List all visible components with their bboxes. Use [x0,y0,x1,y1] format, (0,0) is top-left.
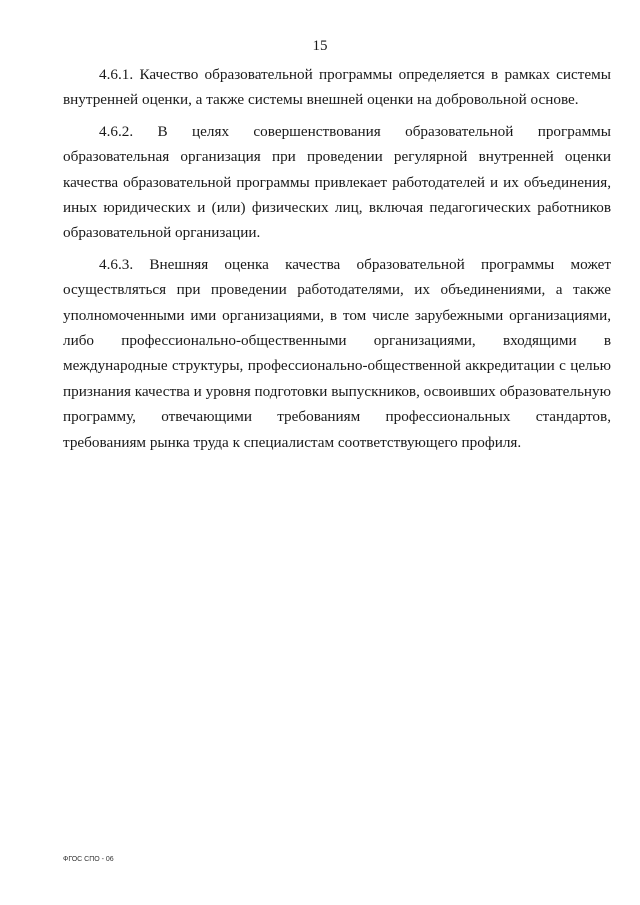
paragraph-4-6-3: 4.6.3. Внешняя оценка качества образовательной программы может осуществляться при проведении работодателями, их объединениями, а также уполномоченными ими организациями, в том числе зарубежными организациями, либо профессионально-общественными организациями, входящими в международные структуры, профессионально-общественной аккредитации с целью признания качества и уровня подготовки выпускников, освоивших образовательную программу, отвечающими требованиям профессиональных стандартов, требованиям рынка труда к специалистам соответствующего профиля. [63,255,611,451]
footer-document-code: ФГОС СПО - 06 [63,856,114,863]
page-number: 15 [312,38,328,54]
document-body [63,62,611,461]
paragraph-4-6-2: 4.6.2. В целях совершенствования образовательной программы образовательная организация при проведении регулярной внутренней оценки качества образовательной программы привлекает работодателей и их объединения, иных юридических и (или) физических лиц, включая педагогических работников образовательной организации. [63,122,611,242]
paragraph-4-6-1: 4.6.1. Качество образовательной программы определяется в рамках системы внутренней оценки, а также системы внешней оценки на добровольной основе. [63,66,611,109]
